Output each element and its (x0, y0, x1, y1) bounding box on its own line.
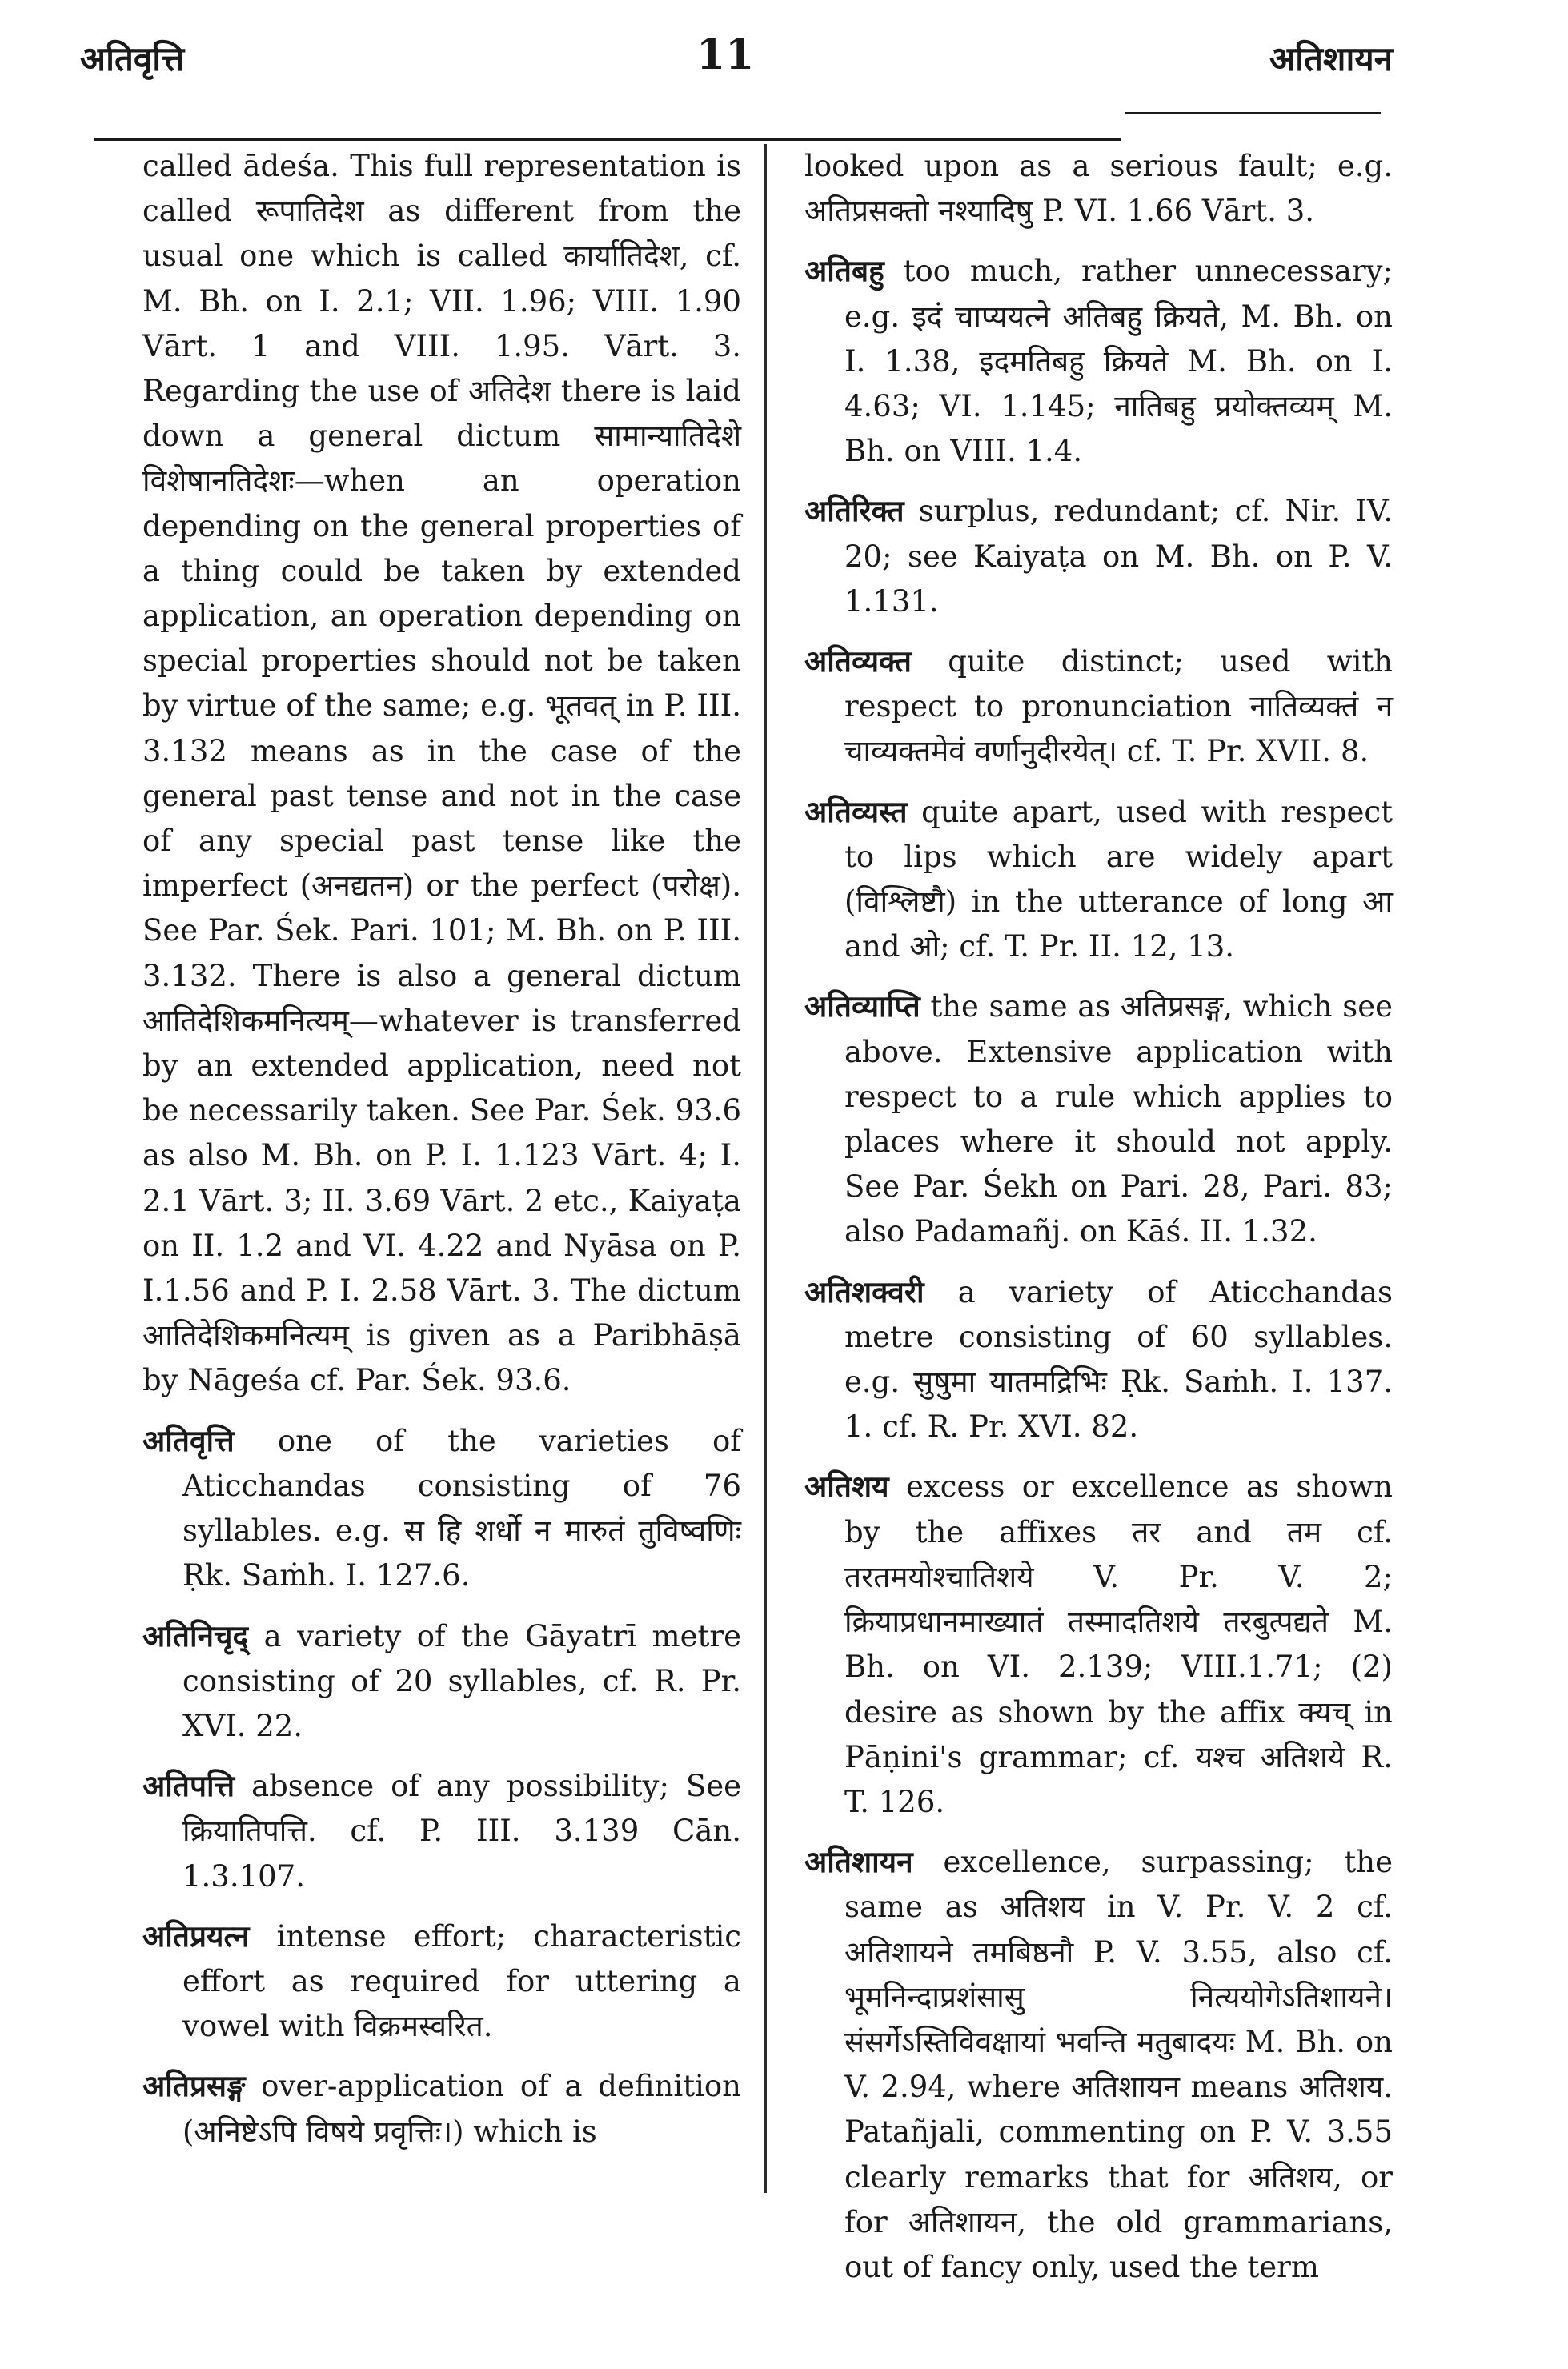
dictionary-entry (804, 639, 1393, 775)
dictionary-entry (142, 1763, 741, 1899)
dictionary-entry (142, 1914, 741, 2050)
dictionary-entry (804, 1464, 1393, 1825)
entry-text: a variety of the Gāyatrī metre consisting of 20 syllables, cf. R. Pr. XVI. 22. (182, 1618, 741, 1743)
entry-text: the same as अतिप्रसङ्ग, which see above. Extensive application with respect to a rule which applies to places where it should not apply. See Par. Śekh on Pari. 28, Pari. 83; also Padamañj. on Kāś. II. 1.32. (844, 989, 1393, 1249)
entry-headword: अतिव्याप्ति (804, 988, 920, 1024)
entry-text: a variety of Aticchandas metre consisting of 60 syllables. e.g. सुषुमा यातमद्रिभिः Ṛk. Saṁh. I. 137. 1. cf. R. Pr. XVI. 82. (844, 1274, 1393, 1445)
entry-text: one of the varieties of Aticchandas consisting of 76 syllables. e.g. स हि शर्धो न मारुतं तुविष्वणिः Ṛk. Saṁh. I. 127.6. (182, 1423, 741, 1593)
entry-headword: अतिप्रयत्न (142, 1918, 250, 1954)
entry-headword: अतिबहु (804, 253, 884, 289)
dictionary-entry (804, 789, 1393, 970)
header-rule-left (94, 138, 1121, 141)
entry-text: too much, rather unnecessary; e.g. इदं चाप्ययत्ने अतिबहु क्रियते, M. Bh. on I. 1.38, इदमतिबहु क्रियते M. Bh. on I. 4.63; VI. 1.145; नातिबहु प्रयोक्तव्यम् M. Bh. on VIII. 1.4. (844, 254, 1393, 469)
entry-text: surplus, redundant; cf. Nir. IV. 20; see Kaiyaṭa on M. Bh. on P. V. 1.131. (844, 494, 1394, 619)
entry-text: quite apart, used with respect to lips which are widely apart (विश्लिष्टौ) in the utterance of long आ and ओ; cf. T. Pr. II. 12, 13. (844, 794, 1393, 964)
header-rule-right (1125, 112, 1381, 114)
dictionary-entry (804, 984, 1393, 1254)
entry-text: looked upon as a serious fault; e.g. अतिप्रसक्तो नश्यादिषु P. VI. 1.66 Vārt. 3. (804, 149, 1393, 229)
dictionary-entry (142, 1613, 741, 1750)
entry-text: absence of any possibility; See क्रियातिपत्ति. cf. P. III. 3.139 Cān. 1.3.107. (182, 1769, 742, 1894)
entry-continuation (804, 144, 1393, 234)
dictionary-entry (142, 1418, 741, 1599)
right-running-head: अतिशायन (1269, 39, 1393, 78)
entry-headword: अतिप्रसङ्ग (142, 2068, 246, 2104)
entry-text: over-application of a definition (अनिष्टेऽपि विषये प्रवृत्तिः।) which is (182, 2069, 741, 2149)
dictionary-entry (804, 488, 1393, 624)
left-column (142, 144, 741, 2169)
entry-headword: अतिव्यस्त (804, 793, 908, 829)
page-number: 11 (696, 30, 755, 79)
entry-headword: अतिव्यक्त (804, 643, 912, 679)
entry-headword: अतिरिक्त (804, 493, 904, 529)
entry-text: intense effort; characteristic effort as required for uttering a vowel with विक्रमस्वरित. (182, 1918, 742, 2044)
entry-headword: अतिनिचृद् (142, 1617, 249, 1653)
entry-text: excellence, surpassing; the same as अतिशय in V. Pr. V. 2 cf. अतिशायने तमबिष्ठनौ P. V. 3.55, also cf. भूमनिन्दाप्रशंसासु नित्ययोगेऽतिशायने। संसर्गेऽस्तिविवक्षायां भवन्ति मतुबादयः M. Bh. on V. 2.94, where अतिशायन means अतिशय. Patañjali, commenting on P. V. 3.55 clearly remarks that for अतिशय, or for अतिशायन, the old grammarians, out of fancy only, used the term (844, 1845, 1393, 2284)
column-divider (764, 144, 767, 2193)
left-running-head: अतिवृत्ति (80, 39, 185, 78)
entry-headword: अतिपत्ति (142, 1768, 235, 1804)
entry-headword: अतिशय (804, 1469, 889, 1505)
dictionary-entry (804, 248, 1393, 474)
entry-headword: अतिशक्वरी (804, 1273, 924, 1309)
page-header (80, 30, 1393, 94)
dictionary-entry (804, 1839, 1393, 2290)
entry-headword: अतिशायन (804, 1844, 913, 1880)
dictionary-entry (142, 2063, 741, 2154)
right-column (804, 144, 1393, 2304)
entry-headword: अतिवृत्ति (142, 1422, 235, 1458)
entry-continuation (142, 144, 741, 1404)
dictionary-entry (804, 1269, 1393, 1450)
entry-text: called ādeśa. This full representation is called रूपातिदेश as different from the usual one which is called कार्यातिदेश, cf. M. Bh. on I. 2.1; VII. 1.96; VIII. 1.90 Vārt. 1 and VIII. 1.95. Vārt. 3. Regarding the use of अतिदेश there is laid down a general dictum सामान्यातिदेशे विशेषानतिदेशः—when an operation depending on the general properties of a thing could be taken by extended application, an operation depending on special properties should not be taken by virtue of the same; e.g. भूतवत् in P. III. 3.132 means as in the case of the general past tense and not in the case of any special past tense like the imperfect (अनद्यतन) or the perfect (परोक्ष). See Par. Śek. Pari. 101; M. Bh. on P. III. 3.132. There is also a general dictum आतिदेशिकमनित्यम्—whatever is transferred by an extended application, need not be necessarily taken. See Par. Śek. 93.6 as also M. Bh. on P. I. 1.123 Vārt. 4; I. 2.1 Vārt. 3; II. 3.69 Vārt. 2 etc., Kaiyaṭa on II. 1.2 and VI. 4.22 and Nyāsa on P. I.1.56 and P. I. 2.58 Vārt. 3. The dictum आतिदेशिकमनित्यम् is given as a Paribhāṣā by Nāgeśa cf. Par. Śek. 93.6. (142, 149, 741, 1398)
entry-text: excess or excellence as shown by the affixes तर and तम cf. तरतमयोश्चातिशये V. Pr. V. 2; क्रियाप्रधानमाख्यातं तस्मादतिशये तरबुत्पद्यते M. Bh. on VI. 2.139; VIII.1.71; (2) desire as shown by the affix क्यच् in Pāṇini's grammar; cf. यश्च अतिशये R. T. 126. (844, 1469, 1393, 1819)
entry-text: quite distinct; used with respect to pronunciation नातिव्यक्तं न चाव्यक्तमेवं वर्णानुदीरयेत्। cf. T. Pr. XVII. 8. (844, 644, 1394, 769)
